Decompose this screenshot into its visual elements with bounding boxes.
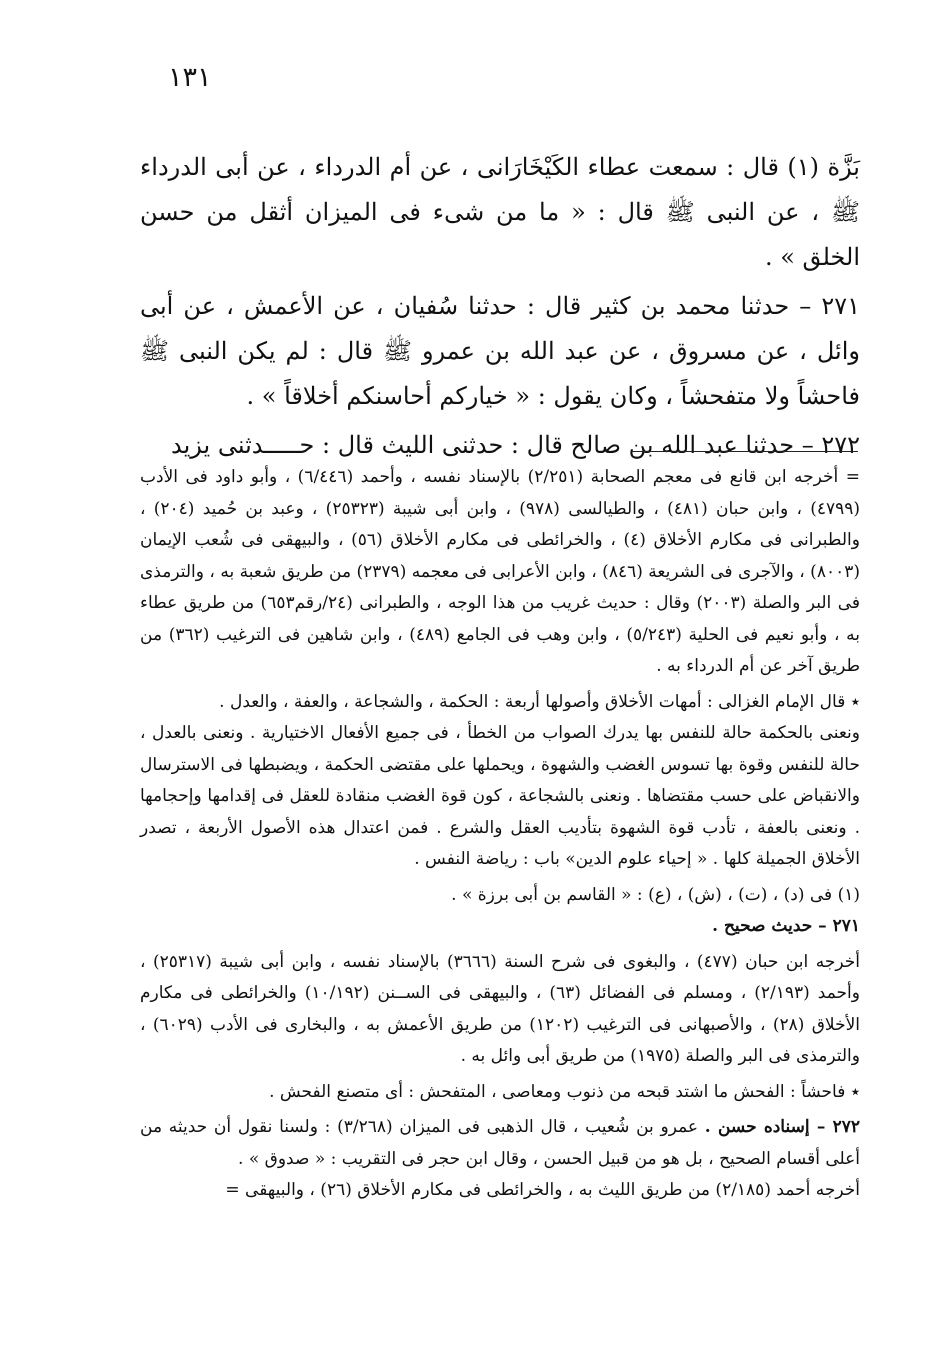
hadith-271: ٢٧١ – حدثنا محمد بن كثير قال : حدثنا سُفيان ، عن الأعمش ، عن أبى وائل ، عن مسروق ، عن عبد الله بن عمرو ﷺ قال : لم يكن النبى ﷺ فاحشاً ولا متفحشاً ، وكان يقول : « خياركم أحاسنكم أخلاقاً » . xyxy=(140,292,860,410)
footnote-ghazali-explanation: ونعنى بالحكمة حالة للنفس بها يدرك الصواب من الخطأ ، فى جميع الأفعال الاختيارية . ونعنى بالعدل ، حالة للنفس وقوة بها تسوس الغضب والشهوة ، ويحملها على مقتضى الحكمة ، ويضبطها فى الاسترسال والانقباض على حسب مقتضاها . ونعنى بالشجاعة ، كون قوة الغضب منقادة للعقل فى إقدامها وإحجامها . ونعنى بالعفة ، تأدب قوة الشهوة بتأديب العقل والشرع . فمن اعتدال هذه الأصول الأربعة ، تصدر الأخلاق الجميلة كلها . « إحياء علوم الدين» باب : رياضة النفس . xyxy=(140,723,860,869)
footnote-ghazali-quote: ٭ قال الإمام الغزالى : أمهات الأخلاق وأصولها أربعة : الحكمة ، والشجاعة ، والعفة ، والعدل . xyxy=(219,691,860,712)
footnotes xyxy=(140,462,860,1207)
footnote-1: (١) فى (د) ، (ت) ، (ش) ، (ع) : « القاسم بن أبى برزة » . xyxy=(451,884,860,905)
hadith-272-start: ٢٧٢ – حدثنا عبد الله بن صالح قال : حدثنى الليث قال : حـــــدثنى يزيد xyxy=(171,431,860,459)
hadith-272-grade-text: عمرو بن شُعيب ، قال الذهبى فى الميزان (٣/٢٦٨) : ولسنا نقول أن حديثه من أعلى أقسام الصحيح ، بل هو من قبيل الحسن ، وقال ابن حجر فى التقريب : « صدوق » . xyxy=(140,1117,860,1169)
main-text xyxy=(140,145,860,472)
hadith-271-grade: ٢٧١ – حديث صحيح . xyxy=(712,916,860,936)
fahish-explanation: ٭ فاحشاً : الفحش ما اشتد قبحه من ذنوب ومعاصى ، المتفحش : أى متصنع الفحش . xyxy=(269,1081,860,1102)
hadith-271-takhrij: أخرجه ابن حبان (٤٧٧) ، والبغوى فى شرح السنة (٣٦٦٦) بالإسناد نفسه ، وابن أبى شيبة (٢٥٣١٧) ، وأحمد (٢/١٩٣) ، ومسلم فى الفضائل (٦٣) ، والبيهقى فى الســنن (١٠/١٩٢) والخرائطى فى مكارم الأخلاق (٢٨) ، والأصبهانى فى الترغيب (١٢٠٢) من طريق الأعمش به ، والبخارى فى الأدب (٦٠٢٩) ، والترمذى فى البر والصلة (١٩٧٥) من طريق أبى وائل به . xyxy=(140,951,860,1066)
footnote-separator xyxy=(632,451,858,452)
hadith-270-continuation: بَزَّة (١) قال : سمعت عطاء الكَيْخَارَانى ، عن أم الدرداء ، عن أبى الدرداء ﷺ ، عن النبى ﷺ قال : « ما من شىء فى الميزان أثقل من حسن الخلق » . xyxy=(140,153,860,271)
hadith-272-note xyxy=(140,1112,860,1175)
hadith-272-grade: ٢٧٢ – إسناده حسن . xyxy=(704,1117,860,1137)
page-number: ١٣١ xyxy=(168,62,212,93)
footnote-takhrij-previous: = أخرجه ابن قانع فى معجم الصحابة (٢/٢٥١) بالإسناد نفسه ، وأحمد (٦/٤٤٦) ، وأبو داود فى الأدب (٤٧٩٩) ، وابن حبان (٤٨١) ، والطيالسى (٩٧٨) ، وابن أبى شيبة (٢٥٣٢٣) ، وعبد بن حُميد (٢٠٤) ، والطبرانى فى مكارم الأخلاق (٤) ، والخرائطى فى مكارم الأخلاق (٥٦) ، والبيهقى فى شُعب الإيمان (٨٠٠٣) ، والآجرى فى الشريعة (٨٤٦) ، وابن الأعرابى فى معجمه (٢٣٧٩) من طريق شعبة به ، والترمذى فى البر والصلة (٢٠٠٣) وقال : حديث غريب من هذا الوجه ، والطبرانى (٢٤/رقم٦٥٣) من طريق عطاء به ، وأبو نعيم فى الحلية (٥/٢٤٣) ، وابن وهب فى الجامع (٤٨٩) ، وابن شاهين فى الترغيب (٣٦٢) من طريق آخر عن أم الدرداء به . xyxy=(140,467,860,676)
hadith-272-takhrij: أخرجه أحمد (٢/١٨٥) من طريق الليث به ، والخرائطى فى مكارم الأخلاق (٢٦) ، والبيهقى = xyxy=(225,1180,860,1200)
